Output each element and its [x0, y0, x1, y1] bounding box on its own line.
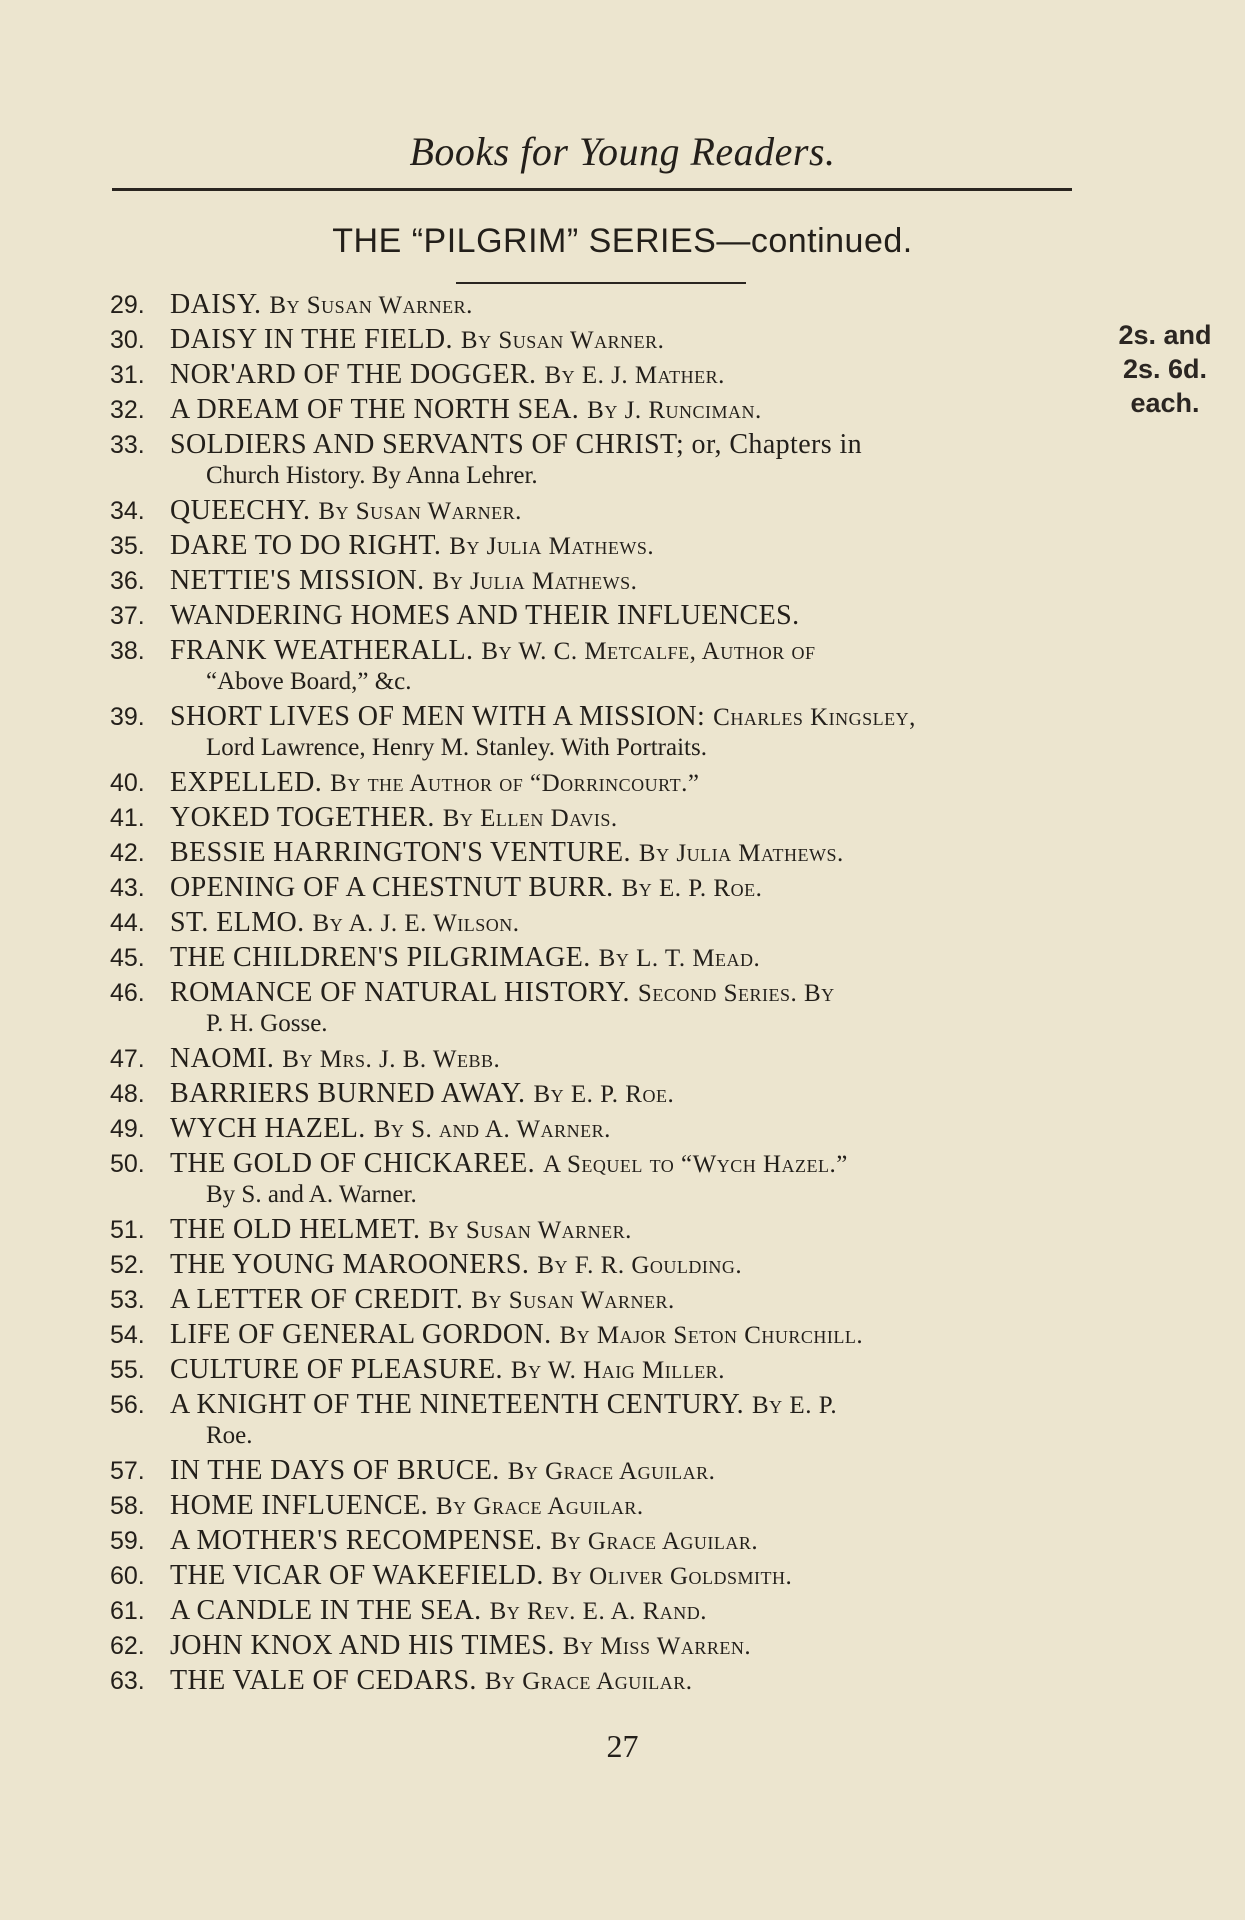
entry-title: DARE TO DO RIGHT.: [170, 530, 442, 561]
list-item: [110, 699, 1090, 765]
entry-line: [110, 1488, 1090, 1523]
entry-author: By Julia Mathews.: [638, 840, 844, 867]
list-item: [110, 1212, 1090, 1247]
entry-number: 55.: [110, 1356, 145, 1384]
entry-line: [110, 699, 1090, 734]
entry-line: [110, 1041, 1090, 1076]
entry-title: SHORT LIVES OF MEN WITH A MISSION:: [170, 701, 706, 732]
entry-number: 61.: [110, 1597, 145, 1625]
entry-line: [110, 1523, 1090, 1558]
entry-author: By Ellen Davis.: [442, 805, 618, 832]
entry-author: By Oliver Goldsmith.: [551, 1563, 793, 1590]
entry-number: 63.: [110, 1667, 145, 1695]
entry-line: [110, 1317, 1090, 1352]
entry-title: THE CHILDREN'S PILGRIMAGE.: [170, 942, 591, 973]
entry-line: [110, 765, 1090, 800]
entry-title: WYCH HAZEL.: [170, 1113, 366, 1144]
entry-title: CULTURE OF PLEASURE.: [170, 1354, 503, 1385]
entry-title: BESSIE HARRINGTON'S VENTURE.: [170, 837, 631, 868]
entry-number: 62.: [110, 1632, 145, 1660]
entry-line: [110, 392, 1090, 427]
entry-line: [110, 1387, 1090, 1422]
entry-line: [110, 493, 1090, 528]
entry-title: NETTIE'S MISSION.: [170, 565, 425, 596]
list-item: [110, 1593, 1090, 1628]
entry-continuation: Roe.: [206, 1422, 253, 1449]
entry-line: [110, 905, 1090, 940]
entry-title: DAISY IN THE FIELD.: [170, 324, 453, 355]
list-item: [110, 1453, 1090, 1488]
list-item: [110, 800, 1090, 835]
entry-number: 41.: [110, 804, 145, 832]
entry-number: 48.: [110, 1080, 145, 1108]
list-item: [110, 1076, 1090, 1111]
list-item: [110, 870, 1090, 905]
entry-line: [110, 528, 1090, 563]
entry-line: [110, 287, 1090, 322]
price-line-3: each.: [1130, 388, 1200, 418]
list-item: [110, 1558, 1090, 1593]
entry-line: [110, 870, 1090, 905]
price-line-1: 2s. and: [1118, 320, 1212, 350]
entry-number: 53.: [110, 1286, 145, 1314]
page-number: 27: [606, 1728, 639, 1764]
entry-number: 30.: [110, 326, 145, 354]
entry-author: By W. C. Metcalfe, Author of: [481, 638, 816, 665]
entry-title: A LETTER OF CREDIT.: [170, 1284, 464, 1315]
entry-number: 58.: [110, 1492, 145, 1520]
entry-number: 38.: [110, 637, 145, 665]
entry-title: A CANDLE IN THE SEA.: [170, 1595, 482, 1626]
entry-number: 56.: [110, 1391, 145, 1419]
entry-title: FRANK WEATHERALL.: [170, 635, 474, 666]
entry-number: 57.: [110, 1457, 145, 1485]
entry-number: 54.: [110, 1321, 145, 1349]
entry-author: By Grace Aguilar.: [436, 1493, 644, 1520]
entry-continuation: Lord Lawrence, Henry M. Stanley. With Portraits.: [206, 734, 707, 761]
entry-number: 39.: [110, 703, 145, 731]
entry-title: THE YOUNG MAROONERS.: [170, 1249, 530, 1280]
entry-author: By E. P.: [752, 1392, 838, 1419]
entry-author: By A. J. E. Wilson.: [312, 910, 520, 937]
entry-author: By W. Haig Miller.: [510, 1357, 725, 1384]
entry-title: NAOMI.: [170, 1043, 275, 1074]
entry-author: By Grace Aguilar.: [507, 1458, 716, 1485]
entry-title: A MOTHER'S RECOMPENSE.: [170, 1525, 543, 1556]
entry-number: 40.: [110, 769, 145, 797]
entry-number: 42.: [110, 839, 145, 867]
entry-line: [110, 1593, 1090, 1628]
list-item: [110, 975, 1090, 1041]
entry-number: 43.: [110, 874, 145, 902]
list-item: [110, 1488, 1090, 1523]
entry-continuation: Church History. By Anna Lehrer.: [206, 462, 538, 489]
list-item: [110, 1282, 1090, 1317]
entry-author: By Susan Warner.: [318, 498, 522, 525]
list-item: [110, 1111, 1090, 1146]
entry-author: By J. Runciman.: [587, 397, 762, 424]
list-item: [110, 1247, 1090, 1282]
entry-author: By E. P. Roe.: [533, 1081, 675, 1108]
entry-title: WANDERING HOMES AND THEIR INFLUENCES.: [170, 600, 800, 631]
entry-line: [110, 357, 1090, 392]
entry-number: 33.: [110, 431, 145, 459]
entry-continuation: By S. and A. Warner.: [206, 1181, 417, 1208]
entry-title: THE VICAR OF WAKEFIELD.: [170, 1560, 544, 1591]
list-item: [110, 1352, 1090, 1387]
list-item: [110, 1146, 1090, 1212]
list-item: [110, 835, 1090, 870]
entry-number: 31.: [110, 361, 145, 389]
entry-title: OPENING OF A CHESTNUT BURR.: [170, 872, 614, 903]
entry-author: By F. R. Goulding.: [537, 1252, 743, 1279]
entry-line: [110, 598, 1090, 633]
entry-line: [110, 1558, 1090, 1593]
entry-line: [110, 1212, 1090, 1247]
entry-line: [110, 1663, 1090, 1698]
entry-author: By Grace Aguilar.: [550, 1528, 759, 1555]
entry-title: JOHN KNOX AND HIS TIMES.: [170, 1630, 555, 1661]
entry-title: THE GOLD OF CHICKAREE.: [170, 1148, 536, 1179]
entry-title: ST. ELMO.: [170, 907, 305, 938]
entry-author: By E. J. Mather.: [544, 362, 725, 389]
entry-author: By Susan Warner.: [471, 1287, 675, 1314]
entry-line: [110, 1282, 1090, 1317]
list-item: [110, 357, 1090, 392]
list-item: [110, 1523, 1090, 1558]
list-item: [110, 765, 1090, 800]
entry-author: A Sequel to “Wych Hazel.”: [543, 1151, 848, 1178]
title-rule: [456, 282, 746, 284]
list-item: [110, 563, 1090, 598]
entry-number: 36.: [110, 567, 145, 595]
list-item: [110, 1663, 1090, 1698]
entry-number: 29.: [110, 291, 145, 319]
entry-number: 34.: [110, 497, 145, 525]
entry-title: NOR'ARD OF THE DOGGER.: [170, 359, 537, 390]
entry-continuation: P. H. Gosse.: [206, 1010, 328, 1037]
list-item: [110, 1317, 1090, 1352]
entry-line: [110, 563, 1090, 598]
entry-number: 47.: [110, 1045, 145, 1073]
entry-line: [110, 835, 1090, 870]
running-head: Books for Young Readers.: [409, 129, 836, 174]
entry-number: 52.: [110, 1251, 145, 1279]
entry-author: Charles Kingsley,: [713, 704, 916, 731]
series-title: THE “PILGRIM” SERIES—continued.: [332, 222, 913, 260]
entry-number: 50.: [110, 1150, 145, 1178]
entry-continuation: “Above Board,” &c.: [206, 668, 412, 695]
entry-number: 60.: [110, 1562, 145, 1590]
entry-number: 44.: [110, 909, 145, 937]
entry-number: 45.: [110, 944, 145, 972]
entry-line: [110, 1247, 1090, 1282]
entry-line: [110, 1146, 1090, 1181]
price-line-2: 2s. 6d.: [1122, 354, 1208, 384]
entry-title: IN THE DAYS OF BRUCE.: [170, 1455, 500, 1486]
entry-author: By Mrs. J. B. Webb.: [282, 1046, 501, 1073]
entry-author: By the Author of “Dorrincourt.”: [330, 770, 700, 797]
entry-number: 49.: [110, 1115, 145, 1143]
entry-title: THE VALE OF CEDARS.: [170, 1665, 477, 1696]
entry-author: By Susan Warner.: [428, 1217, 632, 1244]
list-item: [110, 427, 1090, 493]
book-list: [110, 287, 1090, 1698]
entry-title: SOLDIERS AND SERVANTS OF CHRIST; or, Chapters in: [170, 429, 863, 460]
entry-number: 32.: [110, 396, 145, 424]
entry-title: QUEECHY.: [170, 495, 311, 526]
entry-title: THE OLD HELMET.: [170, 1214, 421, 1245]
entry-title: DAISY.: [170, 289, 262, 320]
entry-line: [110, 1628, 1090, 1663]
entry-author: By S. and A. Warner.: [373, 1116, 611, 1143]
entry-author: By E. P. Roe.: [621, 875, 763, 902]
header-rule: [112, 188, 1072, 191]
list-item: [110, 287, 1090, 322]
entry-author: By Miss Warren.: [562, 1633, 752, 1660]
list-item: [110, 392, 1090, 427]
entry-author: By Susan Warner.: [269, 292, 473, 319]
list-item: [110, 905, 1090, 940]
list-item: [110, 1628, 1090, 1663]
entry-title: LIFE OF GENERAL GORDON.: [170, 1319, 552, 1350]
entry-title: BARRIERS BURNED AWAY.: [170, 1078, 526, 1109]
entry-line: [110, 975, 1090, 1010]
entry-number: 37.: [110, 602, 145, 630]
entry-title: EXPELLED.: [170, 767, 323, 798]
list-item: [110, 493, 1090, 528]
entry-title: A KNIGHT OF THE NINETEENTH CENTURY.: [170, 1389, 744, 1420]
entry-title: YOKED TOGETHER.: [170, 802, 435, 833]
entry-line: [110, 1111, 1090, 1146]
entry-number: 46.: [110, 979, 145, 1007]
entry-line: [110, 940, 1090, 975]
entry-author: By Susan Warner.: [460, 327, 665, 354]
entry-title: A DREAM OF THE NORTH SEA.: [170, 394, 580, 425]
entry-number: 35.: [110, 532, 145, 560]
entry-author: By L. T. Mead.: [598, 945, 761, 972]
price-note: [1100, 318, 1230, 420]
list-item: [110, 1387, 1090, 1453]
entry-line: [110, 800, 1090, 835]
entry-author: By Julia Mathews.: [432, 568, 638, 595]
list-item: [110, 633, 1090, 699]
entry-title: ROMANCE OF NATURAL HISTORY.: [170, 977, 630, 1008]
list-item: [110, 1041, 1090, 1076]
entry-line: [110, 427, 1090, 462]
entry-number: 59.: [110, 1527, 145, 1555]
entry-line: [110, 1076, 1090, 1111]
entry-line: [110, 322, 1090, 357]
entry-title: HOME INFLUENCE.: [170, 1490, 428, 1521]
entry-author: By Julia Mathews.: [449, 533, 655, 560]
entry-author: By Rev. E. A. Rand.: [489, 1598, 708, 1625]
list-item: [110, 322, 1090, 357]
entry-number: 51.: [110, 1216, 145, 1244]
entry-line: [110, 1453, 1090, 1488]
list-item: [110, 528, 1090, 563]
entry-author: By Major Seton Churchill.: [559, 1322, 864, 1349]
list-item: [110, 940, 1090, 975]
entry-author: By Grace Aguilar.: [484, 1668, 693, 1695]
list-item: [110, 598, 1090, 633]
entry-line: [110, 633, 1090, 668]
entry-line: [110, 1352, 1090, 1387]
entry-author: Second Series. By: [637, 980, 835, 1007]
